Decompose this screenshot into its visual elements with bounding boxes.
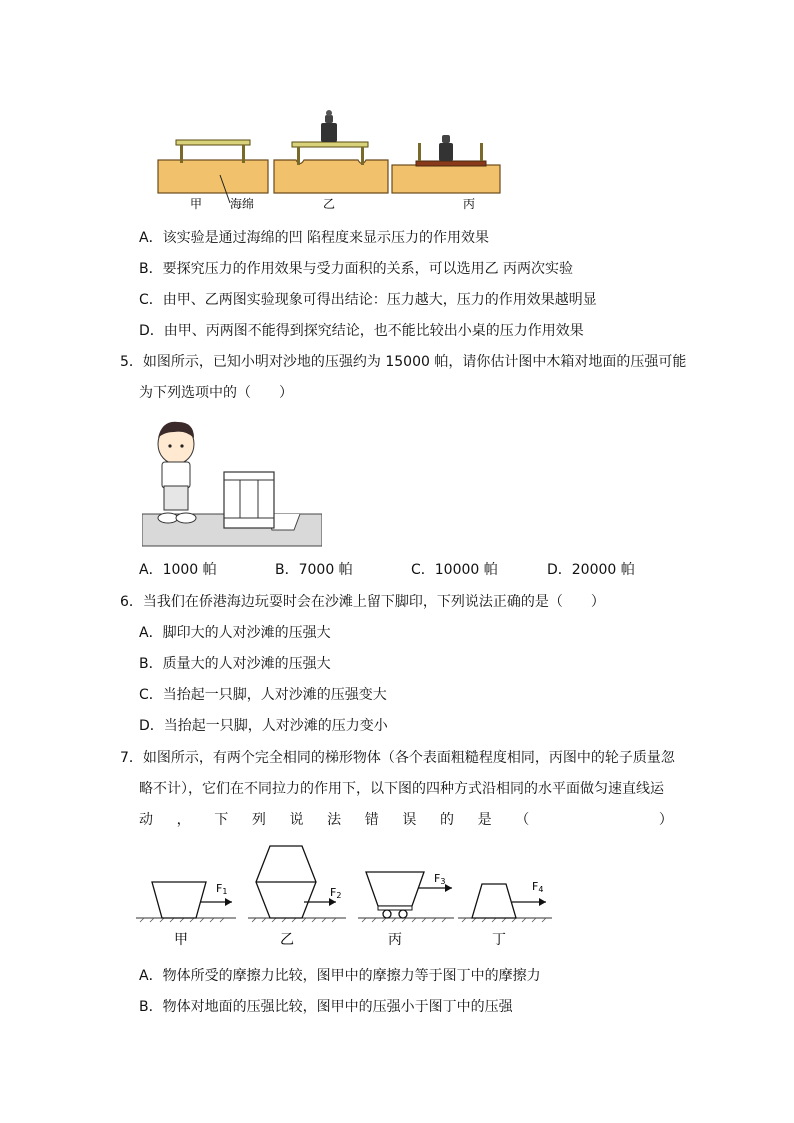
trapezoid-bing: [366, 872, 424, 906]
q7-word: （: [515, 812, 530, 828]
q7-stem-line3: [139, 810, 673, 830]
q5-option-b: B．7000 帕: [275, 562, 353, 578]
q7-word: 动: [139, 812, 153, 828]
boy-pants: [164, 486, 188, 510]
q6-option-d: D．当抬起一只脚，人对沙滩的压力变小: [139, 718, 388, 734]
weight-yi: [321, 123, 337, 142]
cart-base: [378, 906, 412, 910]
q4-option-b: B．要探究压力的作用效果与受力面积的关系，可以选用乙 丙两次实验: [139, 261, 574, 277]
q5-option-c: C．10000 帕: [411, 562, 498, 578]
q4-option-a: A．该实验是通过海绵的凹 陷程度来显示压力的作用效果: [139, 230, 490, 246]
table-top-jia: [176, 140, 250, 145]
fig-label-yi: 乙: [280, 932, 294, 948]
q7-word: 下: [214, 812, 229, 828]
q7-stem-line2: 略不计），它们在不同拉力的作用下，以下图的四种方式沿相同的水平面做匀速直线运: [139, 781, 664, 797]
q7-word: 法: [327, 812, 342, 828]
sponge-bing: [392, 165, 500, 193]
fig-label-jia: 甲: [174, 932, 188, 948]
weight-bing: [439, 143, 453, 161]
label-bing: 丙: [463, 197, 476, 211]
q5-stem-line1: 5．如图所示，已知小明对沙地的压强约为 15000 帕，请你估计图中木箱对地面的压强可能: [120, 354, 687, 370]
force-label-f3: F3: [434, 872, 446, 886]
sponge-experiment-svg: [150, 105, 510, 215]
wheel-left: [383, 910, 391, 918]
q7-option-b: B．物体对地面的压强比较，图甲中的压强小于图丁中的压强: [139, 999, 513, 1015]
label-sponge: 海绵: [230, 197, 255, 211]
table-top-bing: [416, 161, 486, 166]
label-jia: 甲: [190, 197, 203, 211]
sponge-jia: [158, 160, 268, 193]
fig-label-ding: 丁: [492, 932, 506, 948]
q7-word: 说: [289, 812, 304, 828]
boy-box-svg: [142, 414, 322, 550]
boy-shirt: [162, 462, 190, 488]
sponge-experiment-figure: [150, 105, 510, 215]
q7-word: 列: [251, 812, 266, 828]
q7-word: 误: [402, 812, 417, 828]
label-yi: 乙: [323, 197, 336, 211]
q7-word: 的: [440, 812, 454, 828]
q7-stem-line1: 7．如图所示，有两个完全相同的梯形物体（各个表面粗糙程度相同，丙图中的轮子质量忽: [120, 750, 675, 766]
force-label-f4: F4: [532, 880, 544, 894]
fig-label-bing: 丙: [388, 932, 402, 948]
q7-word: ）: [658, 812, 673, 828]
q5-option-d: D．20000 帕: [547, 562, 635, 578]
q7-word: 错: [364, 812, 379, 828]
table-top-yi: [292, 142, 368, 147]
q6-option-b: B．质量大的人对沙滩的压强大: [139, 656, 331, 672]
q4-option-d: D．由甲、丙两图不能得到探究结论，也不能比较出小桌的压力作用效果: [139, 323, 584, 339]
force-label-f2: F2: [330, 886, 342, 900]
boy-box-figure: [142, 414, 322, 550]
q5-options: [139, 560, 659, 580]
sponge-yi: [274, 160, 388, 193]
q7-word: 是: [477, 812, 492, 828]
q6-option-c: C．当抬起一只脚，人对沙滩的压强变大: [139, 687, 387, 703]
wheel-right: [399, 910, 407, 918]
q7-option-a: A．物体所受的摩擦力比较，图甲中的摩擦力等于图丁中的摩擦力: [139, 968, 541, 984]
trapezoid-figure: [136, 840, 556, 952]
force-label-f1: F1: [216, 882, 228, 896]
q5-option-a: A．1000 帕: [139, 562, 217, 578]
trapezoid-jia: [152, 882, 206, 918]
q5-stem-line2: 为下列选项中的（ ）: [139, 385, 293, 401]
q4-option-c: C．由甲、乙两图实验现象可得出结论：压力越大，压力的作用效果越明显: [139, 292, 597, 308]
trapezoid-svg: [136, 840, 556, 952]
q6-option-a: A．脚印大的人对沙滩的压强大: [139, 625, 331, 641]
q7-word: ，: [176, 812, 191, 828]
q6-stem: 6．当我们在侨港海边玩耍时会在沙滩上留下脚印，下列说法正确的是（ ）: [120, 594, 605, 610]
trapezoid-ding: [472, 884, 516, 918]
